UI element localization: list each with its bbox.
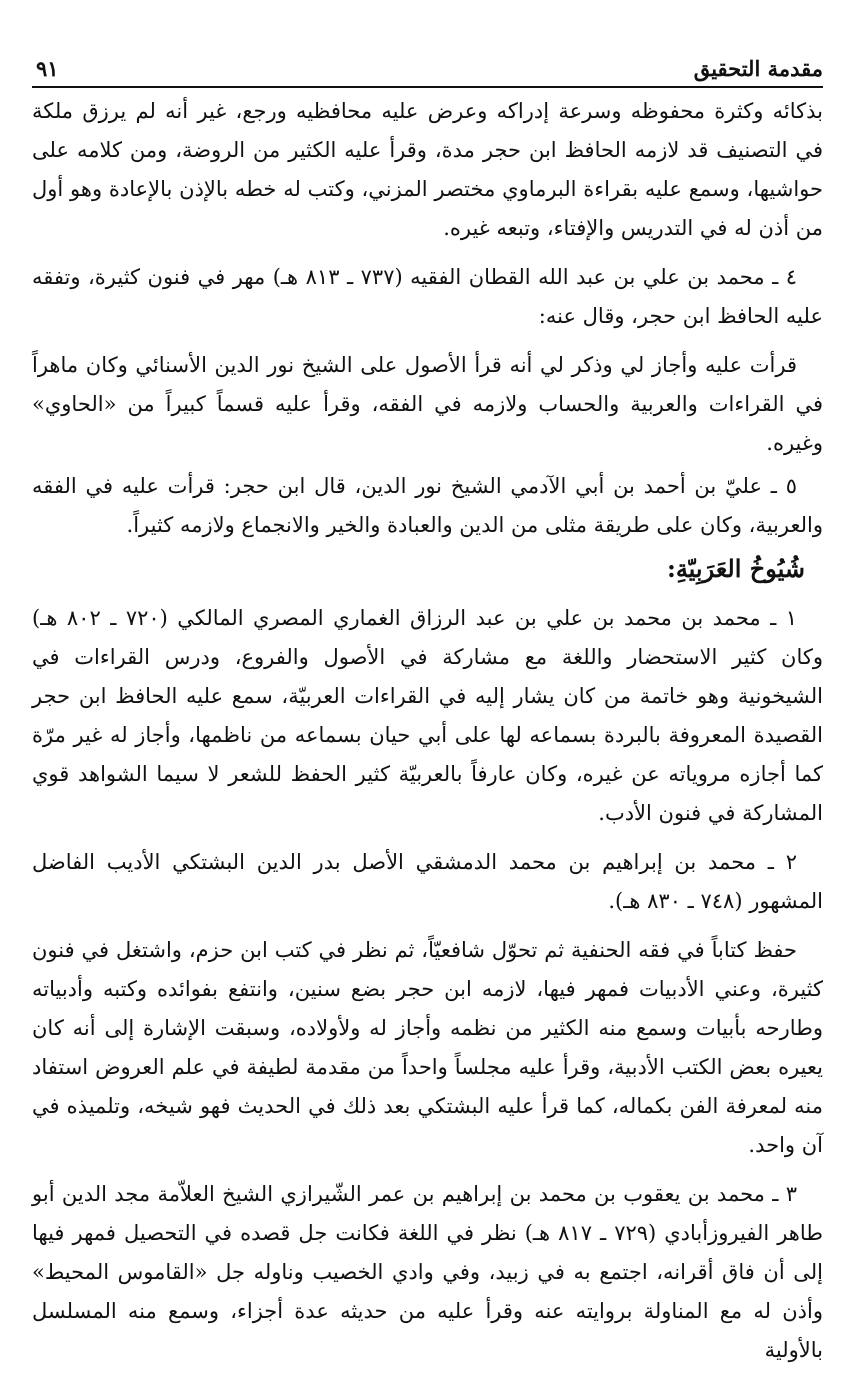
page-number: ٩١ — [36, 56, 59, 81]
entry-al-qattan: ٤ ـ محمد بن علي بن عبد الله القطان الفقيه (٧٣٧ ـ ٨١٣ هـ) مهر في فنون كثيرة، وتفقه عليه الحافظ ابن حجر، وقال عنه: — [32, 265, 823, 328]
paragraph-bushtaki-detail: حفظ كتاباً في فقه الحنفية ثم تحوّل شافعيّاً، ثم نظر في كتب ابن حزم، واشتغل في فنون كثيرة، وعني الأدبيات فمهر فيها، لازمه ابن حجر بضع سنين، وانتفع بفوائده وكتبه وأدبياته وطارحه بأبيات وسمع منه الكثير من نظمه وأجاز له ولأولاده، وسبقت الإشارة إلى أنه كان يعيره بعض الكتب الأدبية، وقرأ عليه مجلساً واحداً من مقدمة لطيفة في علم العروض استفاد منه لمعرفة الفن بكماله، كما قرأ عليه البشتكي بعد ذلك في الحديث فهو شيخه، وتلميذه في آن واحد. — [32, 938, 823, 1157]
running-title: مقدمة التحقيق — [693, 56, 823, 81]
entry-al-ghumari: ١ ـ محمد بن محمد بن علي بن عبد الرزاق الغماري المصري المالكي (٧٢٠ ـ ٨٠٢ هـ) وكان كثير الاستحضار واللغة مع مشاركة في الأصول والفروع، ودرس القراءات في الشيخونية وهو خاتمة من كان يشار إليه في القراءات العربيّة، سمع عليه الحافظ ابن حجر القصيدة المعروفة بالبردة بسماعه لها على أبي حيان بسماعه من ناظمها، وأجاز له غير مرّة كما أجازه مروياته عن غيره، وكان عارفاً بالعربيّة كثير الحفظ للشعر لا سيما الشواهد قوي المشاركة في فنون الأدب. — [32, 606, 823, 825]
header-rule — [32, 86, 823, 88]
entry-al-fayruzabadi: ٣ ـ محمد بن يعقوب بن محمد بن إبراهيم بن عمر الشّيرازي الشيخ العلاّمة مجد الدين أبو طاهر الفيروزأبادي (٧٢٩ ـ ٨١٧ هـ) نظر في اللغة فكانت جل قصده في التحصيل فمهر فيها إلى أن فاق أقرانه، اجتمع به في زبيد، وفي وادي الخصيب وناوله جل «القاموس المحيط» وأذن له مع المناولة بروايته عنه وقرأ عليه من حديثه عدة أجزاء، وسمع منه المسلسل بالأولية — [32, 1182, 823, 1362]
paragraph-continuation: بذكائه وكثرة محفوظه وسرعة إدراكه وعرض عليه محافظيه ورجع، غير أنه لم يرزق ملكة في التصنيف قد لازمه الحافظ ابن حجر مدة، وقرأ عليه الكثير من الروضة، ومن كلامه على حواشيها، وسمع عليه بقراءة البرماوي مختصر المزني، وكتب له خطه بالإذن بالإعادة وهو أول من أذن له في التدريس والإفتاء، وتبعه غيره. — [32, 99, 823, 240]
entry-al-adami: ٥ ـ عليّ بن أحمد بن أبي الآدمي الشيخ نور الدين، قال ابن حجر: قرأت عليه في الفقه والعربية، وكان على طريقة مثلى من الدين والعبادة والخير والانجماع ولازمه كثيراً. — [32, 474, 823, 537]
page-body — [32, 92, 823, 1374]
page-header — [32, 50, 823, 84]
section-heading-arabic-teachers: شُيُوخُ العَرَبِيّةِ: — [666, 554, 805, 583]
quote-ibn-hajar: قرأت عليه وأجاز لي وذكر لي أنه قرأ الأصول على الشيخ نور الدين الأسنائي وكان ماهراً في القراءات والعربية والحساب ولازمه في الفقه، وقرأ عليه قسماً كبيراً من «الحاوي» وغيره. — [32, 353, 823, 455]
entry-al-bushtaki: ٢ ـ محمد بن إبراهيم بن محمد الدمشقي الأصل بدر الدين البشتكي الأديب الفاضل المشهور (٧٤٨ ـ ٨٣٠ هـ). — [32, 850, 823, 913]
